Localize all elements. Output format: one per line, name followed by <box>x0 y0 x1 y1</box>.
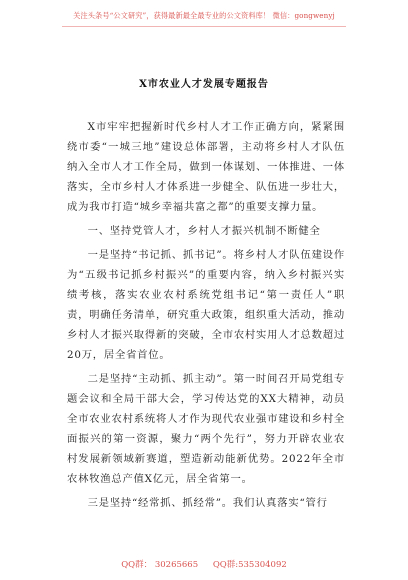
footer-qq-group-1: QQ群： 30265665 <box>121 560 199 570</box>
body-paragraph: 三是坚持“经常抓、抓经常”。我们认真落实“管行 <box>87 497 328 509</box>
section-heading: 一、坚持党管人才，乡村人才振兴机制不断健全 <box>87 225 321 237</box>
footer-qq-group-2: QQ群:535304092 <box>212 560 287 570</box>
footer-contact <box>0 558 408 570</box>
intro-paragraph: X市牢牢把握新时代乡村人才工作正确方向，紧紧围绕市委“一城三地”建设总体部署，主动将乡村人才队伍纳入全市人才工作全局，做到一体谋划、一体推进、一体落实，全市乡村人才体系进一步健全、队伍进一步壮大，成为我市打造“城乡幸福共富之都”的重要支撑力量。 <box>67 121 345 213</box>
document-body <box>67 117 345 513</box>
body-paragraph: 一是坚持“书记抓、抓书记”。将乡村人才队伍建设作为“五级书记抓乡村振兴”的重要内容，纳入乡村振兴实绩考核，落实农业农村系统党组书记“第一责任人”职责，明确任务清单，研究重大政策，组织重大活动，推动乡村人才振兴取得新的突破，全市农村实用人才总数超过20万，居全省首位。 <box>67 249 345 361</box>
header-divider <box>62 26 346 27</box>
document-title: X市农业人才发展专题报告 <box>139 79 269 90</box>
body-paragraph: 二是坚持“主动抓、抓主动”。第一时间召开局党组专题会议和全局干部大会，学习传达党的XX大精神，动员全市农业农村系统将人才作为现代农业强市建设和乡村全面振兴的第一资源，聚力“两个先行”，努力开辟农业农村发展新领域新赛道，塑造新动能新优势。2022年全市农林牧渔总产值X亿元，居全省第一。 <box>67 373 345 485</box>
promo-header: 关注头条号“公文研究”，获得最新最全最专业的公文资料库！ 微信：gongwenyj <box>73 11 335 20</box>
